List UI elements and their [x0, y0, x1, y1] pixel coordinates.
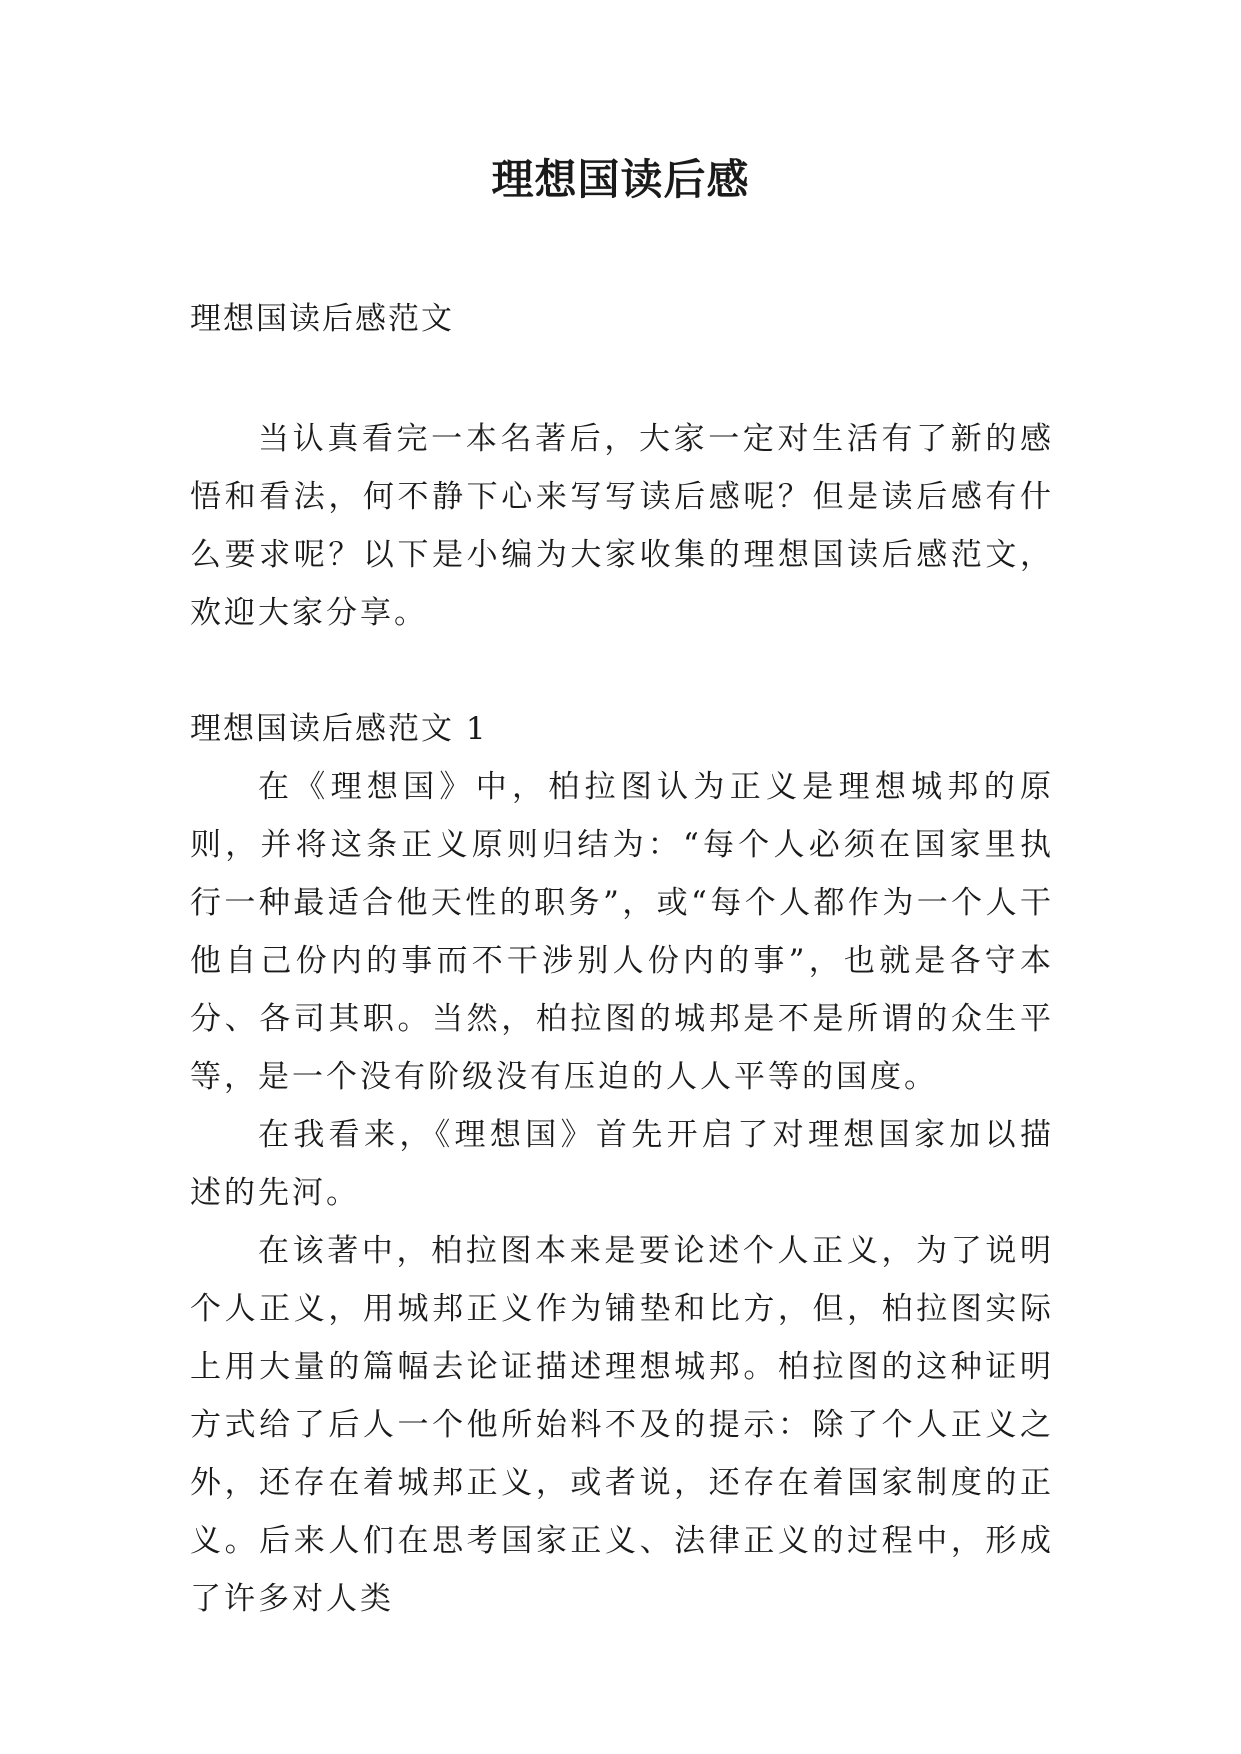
spacer: [190, 642, 1054, 700]
document-body: [190, 290, 1054, 1628]
spacer: [190, 348, 1054, 410]
body-paragraph-2: 在我看来，《理想国》首先开启了对理想国家加以描述的先河。: [190, 1117, 1054, 1211]
body-paragraph-1: 在《理想国》中，柏拉图认为正义是理想城邦的原则，并将这条正义原则归结为：“每个人必须在国家里执行一种最适合他天性的职务”，或“每个人都作为一个人干他自己份内的事而不干涉别人份内的事”，也就是各守本分、各司其职。当然，柏拉图的城邦是不是所谓的众生平等，是一个没有阶级没有压迫的人人平等的国度。: [190, 769, 1054, 1095]
intro-paragraph: 当认真看完一本名著后，大家一定对生活有了新的感悟和看法，何不静下心来写写读后感呢？但是读后感有什么要求呢？以下是小编为大家收集的理想国读后感范文，欢迎大家分享。: [190, 421, 1054, 631]
body-paragraph-3: 在该著中，柏拉图本来是要论述个人正义，为了说明个人正义，用城邦正义作为铺垫和比方，但，柏拉图实际上用大量的篇幅去论证描述理想城邦。柏拉图的这种证明方式给了后人一个他所始料不及的提示：除了个人正义之外，还存在着城邦正义，或者说，还存在着国家制度的正义。后来人们在思考国家正义、法律正义的过程中，形成了许多对人类: [190, 1233, 1054, 1617]
section-heading: 理想国读后感范文 1: [190, 711, 488, 747]
document-subtitle: 理想国读后感范文: [190, 301, 454, 337]
document-title: 理想国读后感: [491, 155, 750, 204]
